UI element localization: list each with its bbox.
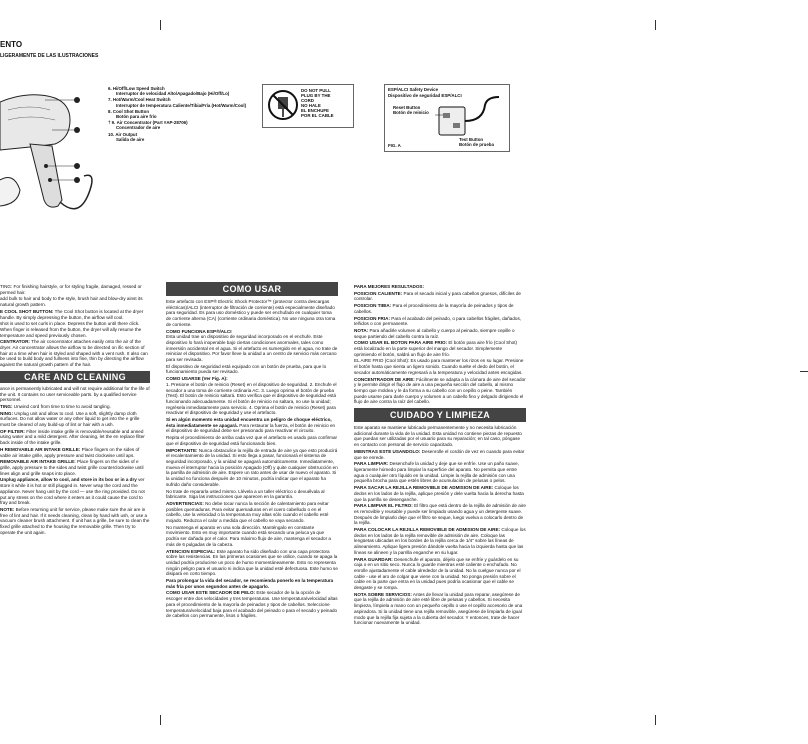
paragraph: COMO USARSE (Ver Fig. A): 1. Presione el botón de reinicio (Reset) en el dispositivo de seguridad. 2. Enchufe el secador a una toma de corriente ordinaria AC. 3. Luego oprima el botón de prueba (Test). El botón de reinicio saltará. Esto verifica que el dispositivo de seguridad está funcionando adecuadamente. Si el botón de reinicio no saltara, no use la unidad; regrésela inmediatamente para servicio. 4. Oprima el botón de reinicio (Reset) para reactivar el dispositivo de seguridad y use el artefacto. <box>166 376 337 416</box>
paragraph: NOTA SOBRE SERVICIOS: Antes de llevar la unidad para reparar, asegúrese de que la rejilla de admisión de aire esté libre de pelusas y cabellos. Si necesita limpieza, límpiela a mano con un pequeño cepillo o use el cepillo accesorio de una aspiradora. Si la unidad tiene una rejilla removible, asegúrese de limpiarla de igual modo que la rejilla fija sujeta a la cubierta del secador. Y entonces, trate de hacer funcionar nuevamente la unidad. <box>354 591 523 626</box>
paragraph: NING: Unplug unit and allow to cool. Use a soft, slightly damp cloth surfaces. Do not allow water or any other liquid to get into the e grille must be cleared of any build-up of lint or hair with a ush. <box>0 410 140 428</box>
legend-item: 10. Air Output Salida de aire <box>108 131 145 142</box>
registration-mark <box>155 715 165 725</box>
cuidado-limpieza-heading: CUIDADO Y LIMPIEZA <box>354 408 526 422</box>
paragraph: PARA LIMPIAR EL FILTRO: El filtro que está dentro de la rejilla de admisión de aire es removible y reusable y puede ser limpiado usando agua y un detergente suave. Después de limpiarlo deje que el filtro se seque, luego vuelva a colocarlo dentro de la rejilla. <box>354 503 526 526</box>
paragraph: COMO USAR ESTE SECADOR DE PELO: Este secador de la la opción de escoger entre dos velocidades y tres temperaturas. Use temperatura/velocidad altas para el procedimiento de la mayoría de peinados y tipos de cabellos. Seleccione temperatura/velocidad baja para el acabado del peinado o para el secado y peinado de cabellos con permanente, lisos o frágiles. <box>166 590 338 619</box>
legend-item: 7. Hot/Warm/Cool Heat Switch Interruptor de temperatura Caliente/Tibia/Fría (Hot/Warm/Cool) <box>108 97 247 108</box>
paragraph: Este aparato se mantiene lubricado permanentemente y no necesita lubricación adicional durante la vida de la unidad. Esta unidad no contiene piezas de repuesto que puedan ser utilizadas por el usuario para su reparación; en tal caso, póngase en contacto con personal de servicio capacitado. <box>354 425 522 448</box>
hair-dryer-illustration <box>0 80 108 220</box>
paragraph: COMO FUNCIONA ESP®/ALCI Esta unidad trae un dispositivo de seguridad incorporado en el enchufe. Este dispositivo lo hará inoperable bajo ciertas condiciones anormales, tales como inmersión accidental en el agua. Si el artefacto es sumergido en el agua, no trate de reiniciar el dispositivo. Por favor lleve la unidad a un centro de servicio más cercano para ser revisada. <box>166 328 338 363</box>
paragraph: ance is permanently lubricated and will not require additional for the life of the unit. It contains no user serviceable parts. by a qualified service personnel. <box>0 385 150 403</box>
paragraph: Para prolongar la vida del secador, se recomienda ponerlo en la temperatura más fría por unos segundos antes de apagarlo. <box>166 578 334 589</box>
reset-label-es: Botón de reinicio <box>393 110 429 115</box>
esp-plug-icon <box>433 93 503 143</box>
legend-item: † 9. Air Concentrator (Part #AP-28706) Concentrador de aire <box>108 120 188 131</box>
esp-title: ESP/ALCI Safety Device <box>388 87 439 92</box>
paragraph: PARA GUARDAR: Desenchufe el aparato, déjelo que se enfríe y guárdelo en su caja o en un sitio seco. Nunca lo guarde mientras esté caliente o enchufado. No enrolle ajustadamente el cable alrededor de la unidad. No la cuelgue nunca por el cable - use el aro de colgar que viene con la unidad. No ponga presión sobre el cable en la parte que entra en la unidad pues podría ocasionar que el cable se desgaste y se rompa. <box>354 556 521 591</box>
warning-box <box>262 84 354 128</box>
paragraph: add bulk to hair and body to the style, brush hair and blow-dry ainst its natural growth pattern. <box>0 296 143 308</box>
parts-legend <box>108 86 248 143</box>
paragraph: Si en algún momento esta unidad encuentra un peligro de choque eléctrico, ésta inmediatamente se apagará. Para restaurar la fuerza, el botón de reinicio en el dispositivo de seguridad debe ser presionado para reactivar el circuito. <box>166 417 336 434</box>
paragraph: Unplug appliance, allow to cool, and store in its box or in a dry ver store it while it is hot or still plugged in. Never wrap the cord and the appliance. Never hang unit by the cord — use the ring provided. Do not put any stress on the cord where it enters as it could cause the cord to fray and break. <box>0 477 145 506</box>
paragraph: H REMOVABLE AIR INTAKE GRILLE: Place fingers on the sides of vable air intake grille, apply pressure and twist clockwise until aps. <box>0 446 140 458</box>
paragraph: PARA COLOCAR LA REJILLA REMOVIBLE DE ADMISION DE AIRE: Coloque los dedos en los lados de la rejilla removible de admisión de aire. Coloque las lengüetas ubicadas en los bordes de la rejilla cerca de 1/4" sobre las líneas de alineamiento. Aplique ligera presión dándole vuelta hacia la izquierda hasta que las líneas se alineen y la parrilla enganche en su lugar. <box>354 527 526 555</box>
paragraph: Repita el procedimiento de arriba cada vez que el artefacto es usado para confirmar que el dispositivo de seguridad está funcionando bien. <box>166 435 338 446</box>
test-label-es: Botón de prueba <box>459 142 494 147</box>
test-label: Test Button <box>459 137 484 142</box>
care-cleaning-heading: CARE AND CLEANING <box>0 371 150 383</box>
paragraph: PARA SACAR LA REJILLA REMOVIBLE DE ADMISION DE AIRE: Coloque los dedos en los lados de la rejilla, aplique presión y dele vuelta hacia la derecha hasta que la parrilla se desenganche. <box>354 485 524 502</box>
paragraph: El dispositivo de seguridad está equipado con un botón de prueba, para que lo funcionamiento pueda ser revisado. <box>166 363 327 375</box>
paragraph: POSICION CALIENTE: Para el secado inicial y para cabellos gruesos, difíciles de controlar. <box>354 290 521 302</box>
esp-alci-figure-box <box>384 84 510 152</box>
legend-item: 6. Hi/Off/Low Speed Switch Interruptor de velocidad Alto/Apagado/Bajo (Hi/Off/Lo) <box>108 86 230 97</box>
reset-label: Reset Button <box>393 105 421 110</box>
header-subtitle-fragment: LIGERAMENTE DE LAS ILUSTRACIONES <box>0 53 99 59</box>
paragraph: NOTA: Para añadirle volumen al cabello y cuerpo al peinado, siempre cepille o seque partiendo del cabello contra la raíz. <box>354 327 515 339</box>
paragraph: No mantenga el aparato en una sola dirección. Manténgalo en constante movimiento. Esto es muy importante cuando está secando una peluca ya que podría ser dañada por el calor. Para máximo flujo de aire, mantenga el secador a más de 6 pulgadas de la cabeza. <box>166 524 331 547</box>
legend-item: 8. Cool Shot Button Botón para aire frío <box>108 108 157 120</box>
paragraph: TING: For finishing hairstyle, or for styling fragile, damaged, ressed or permed hair. <box>0 284 142 295</box>
paragraph: CENTRATOR: The air concentrator attaches easily onto the air of the dryer. Air concentrator allows the airflow to be directed on ific section of hair at a time when hair is styled and shaped with a vent rush. It also can be used to build body and fullness into fine, thin by directing the airflow against the natural growth pattern of the hair. <box>0 339 148 368</box>
paragraph: PARA MEJORES RESULTADOS: <box>354 284 425 289</box>
right-column-spanish <box>354 284 526 627</box>
paragraph: E COOL SHOT BUTTON: The Cool Shot button is located at the dryer handle. By simply depressing the button, the airflow will cool. <box>0 308 144 320</box>
paragraph: POSICION TIBIA: Para el procedimiento de la mayoría de peinados y tipos de cabellos. <box>354 303 514 314</box>
paragraph: Este artefacto con ESP® Electric Shock Protector™ (protector contra descargas eléctricas)/ALCI (interruptor de filtración de corriente) está especialmente diseñado para seguridad. Es para uso doméstico y puede ser enchufado en cualquier toma de corriente alterna (CA) (corriente ordinaria doméstica). No use ninguna otra toma de corriente. <box>166 299 336 327</box>
registration-mark <box>800 371 808 372</box>
paragraph: COMO USAR EL BOTON PARA AIRE FRIO: El botón para aire frío (Cool Shot) está localizado en la parte superior del mango del secador. Simplemente oprimiendo el botón, saldrá un flujo de aire frío. <box>354 340 518 357</box>
esp-subtitle: Dispositivo de seguridad ESP/ALCI <box>388 93 462 98</box>
paragraph: IMPORTANTE: Nunca obstaculice la rejilla de entrada de aire ya que esto producirá el recalentamiento de la unidad. Si esto llega a pasar, funcionará el sistema de seguridad incorporado, y la unidad se apagará automáticamente. Inmediatamente, mueva el interruptor hacia la posición Apagado (Off) y quite cualquier obstrucción en la parrilla de admisión de aire. Espere un rato antes de usar de nuevo el aparato. Si la unidad no funciona después de 10 minutos, podría indicar que el aparato ha sufrido daño considerable. <box>166 447 338 487</box>
left-column-english <box>0 284 150 536</box>
paragraph: No trate de repararla usted mismo. Llévela a un taller eléctrico o devuélvala al fabricante. Siga las instrucciones que aparecen en la garantía. <box>166 488 325 500</box>
header-title-fragment: ENTO <box>0 40 23 49</box>
registration-mark <box>155 20 165 30</box>
paragraph: REMOVABLE AIR INTAKE GRILLE: Place fingers on the sides of e grille, apply pressure to the sides and twist grille counterclockwise until lines align and grille snaps into place. <box>0 459 144 476</box>
registration-mark <box>650 20 660 30</box>
paragraph: EL AIRE FRIO (Cool Shot): Es usado para mantener los rizos en su lugar. Presione el botón hasta que sienta un ligero sonido. Cuando suelte el dedo del botón, el secador automáticamente regresará a la temperatura y velocidad antes escogidas. <box>354 358 524 375</box>
middle-column-spanish <box>166 282 338 620</box>
paragraph: NOTE: Before returning unit for service, please make sure the air are in free of lint and hair. If it needs cleaning, clean by hand with ush, or use a vacuum cleaner brush attachment. If unit has a grille, be sure to clean the fixed grille attached to the housing the removable grille. Then try to operate the unit again. <box>0 506 150 535</box>
como-usar-heading: COMO USAR <box>166 282 338 296</box>
registration-mark <box>650 715 660 725</box>
paragraph: MIENTRAS ESTE USANDOLO: Desenrolle el cordón de vez en cuando para evitar que se enrede. <box>354 448 525 460</box>
paragraph: TING: Unwind cord from time to time to avoid tangling. <box>0 403 111 409</box>
warning-text: DO NOT PULL PLUG BY THE CORD NO HALE EL ENCHUFE POR EL CABLE <box>301 88 334 118</box>
paragraph: shot is used to set curls in place. Depress the button until there click. When finger is released from the button, the dryer will ally resume the temperature and speed previously chosen. <box>0 321 142 338</box>
paragraph: ATENCION ESPECIAL: Este aparato ha sido diseñado con una capa protectora sobre las resistencias. En las primeras ocasiones que se utilice, cuando se apaga la unidad podría producirse un poco de humo momentáneamente. Esto no representa ningún peligro para el usuario ni indica que la unidad esté defectuosa. Este humo se disipará en corto tiempo. <box>166 548 338 577</box>
paragraph: PARA LIMPIAR: Desenchufe la unidad y deje que se enfríe. Use un paño suave, ligeramente húmedo para limpiar la superficie del aparato. No permita que entre agua o cualquier otro líquido en la unidad. Limpie la rejilla de admisión con una pequeña brocha para que estén libres de acumulación de pelusas o pelos. <box>354 461 519 484</box>
paragraph: ADVERTENCIAS: No debe tocar nunca la sección de calentamiento para evitar posibles quemaduras. Para evitar quemaduras en el cuero cabelludo o en el cabello, use la velocidad o la temperatura muy altas sólo cuando el cabello esté mojado. Reduzca el calor a medida que el cabello se vaya secando. <box>166 500 329 524</box>
paragraph: CONCENTRADOR DE AIRE: Fácilmente se adapta a la cámara de aire del secador y le permite dirigir el flujo de aire a una pequeña sección del cabello, al mismo tiempo que moldea y le da forma a su cabello con un cepillo o peine. También puede usarse para darle cuerpo y volumen a un cabello fino y delgado dirigiendo el flujo de aire contra la raíz del cabello. <box>354 376 526 405</box>
no-pull-plug-icon <box>267 89 299 121</box>
figure-label: FIG. A <box>388 143 401 148</box>
paragraph: POSICION FRIA: Para el acabado del peinado, o para cabellos frágiles, dañados, teñidos o con permanente. <box>354 315 522 327</box>
paragraph: OF FILTER: Filter inside intake grille is removable/reusable and anned using water and a mild detergent. After cleaning, let the en replace filter back inside of the intake grille. <box>0 428 145 446</box>
